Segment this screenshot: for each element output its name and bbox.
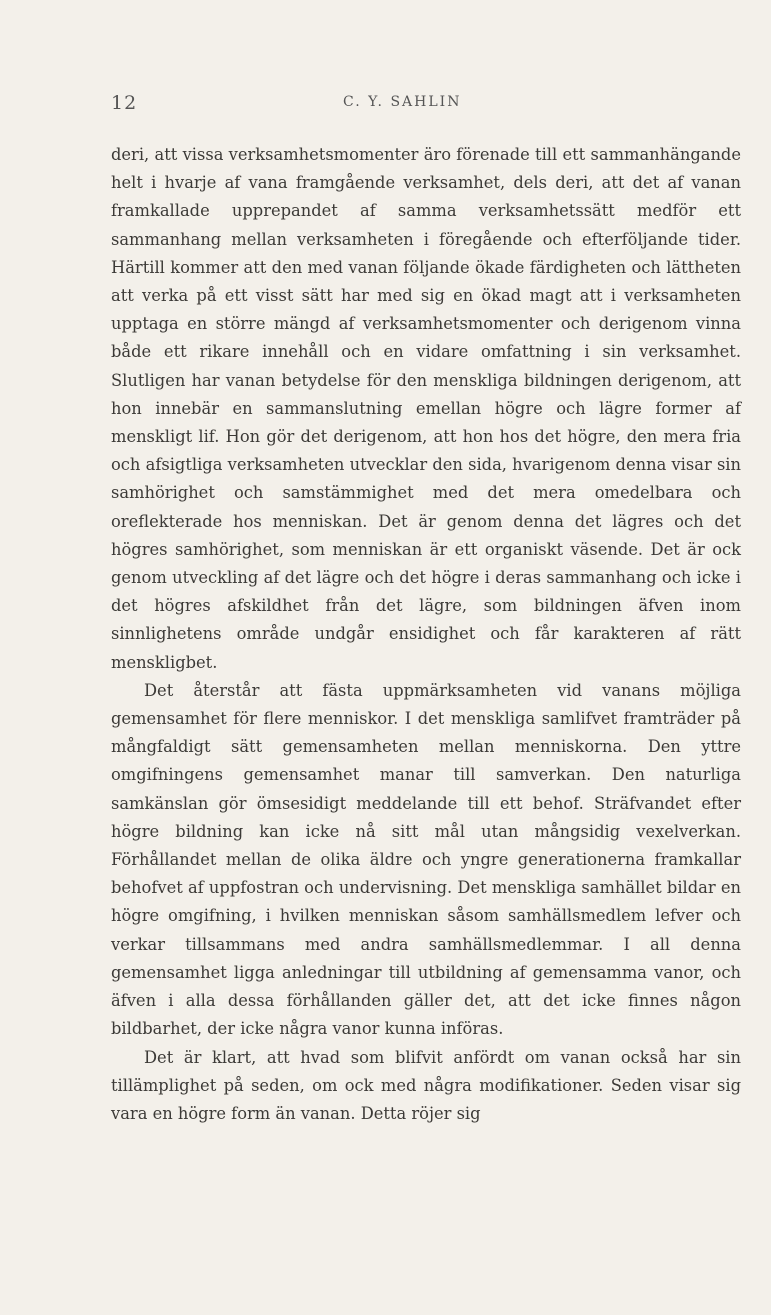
page-number: 12 (111, 92, 138, 114)
paragraph: Det återstår att fästa uppmärksamheten vid vanans möjliga gemensamhet för flere menniskor. I det menskliga samlifvet framträder på mångfaldigt sätt gemensamheten mellan menniskorna. Den yttre omgifningens gemensamhet manar till samverkan. Den naturliga samkänslan gör ömsesidigt meddelande till ett behof. Sträfvandet efter högre bildning kan icke nå sitt mål utan mångsidig vexelverkan. Förhållandet mellan de olika äldre och yngre generationerna framkallar behofvet af uppfostran och undervisning. Det menskliga samhället bildar en högre omgifning, i hvilken menniskan såsom samhällsmedlem lefver och verkar tillsammans med andra samhällsmedlemmar. I all denna gemensamhet ligga anledningar till utbildning af gemensamma vanor, och äfven i alla dessa förhållanden gäller det, att det icke finnes någon bildbarhet, der icke några vanor kunna införas. (111, 680, 741, 1039)
paragraph-continuation: deri, att vissa verksamhetsmomenter äro förenade till ett sammanhängande helt i hvarje af vana framgående verksamhet, dels deri, att det af vanan framkallade upprepandet af samma verksamhetssätt medför ett sammanhang mellan verksamheten i föregående och efterföljande tider. Härtill kommer att den med vanan följande ökade färdigheten och lättheten att verka på ett visst sätt har med sig en ökad magt att i verksamheten upptaga en större mängd af verksamhetsmomenter och derigenom vinna både ett rikare innehåll och en vidare omfattning i sin verksamhet. Slutligen har vanan betydelse för den menskliga bildningen derigenom, att hon innebär en sammanslutning emellan högre och lägre former af menskligt lif. Hon gör det derigenom, att hon hos det högre, den mera fria och afsigtliga verksamheten utvecklar den sida, hvarigenom denna visar sin samhörighet och samstämmighet med det mera omedelbara och oreflekterade hos menniskan. Det är genom denna det lägres och det högres samhörighet, som menniskan är ett organiskt väsende. Det är ock genom utveckling af det lägre och det högre i deras sammanhang och icke i det högres afskildhet från det lägre, som bildningen äfven inom sinnlighetens område undgår ensidighet och får karakteren af rätt menskligbet. (111, 145, 741, 672)
page-header (111, 92, 741, 116)
body-text (111, 141, 741, 1128)
paragraph: Det är klart, att hvad som blifvit anfördt om vanan också har sin tillämplighet på seden, om ock med några modifikationer. Seden visar sig vara en högre form än vanan. Detta röjer sig (111, 1047, 741, 1123)
running-head: C. Y. SAHLIN (343, 94, 462, 110)
